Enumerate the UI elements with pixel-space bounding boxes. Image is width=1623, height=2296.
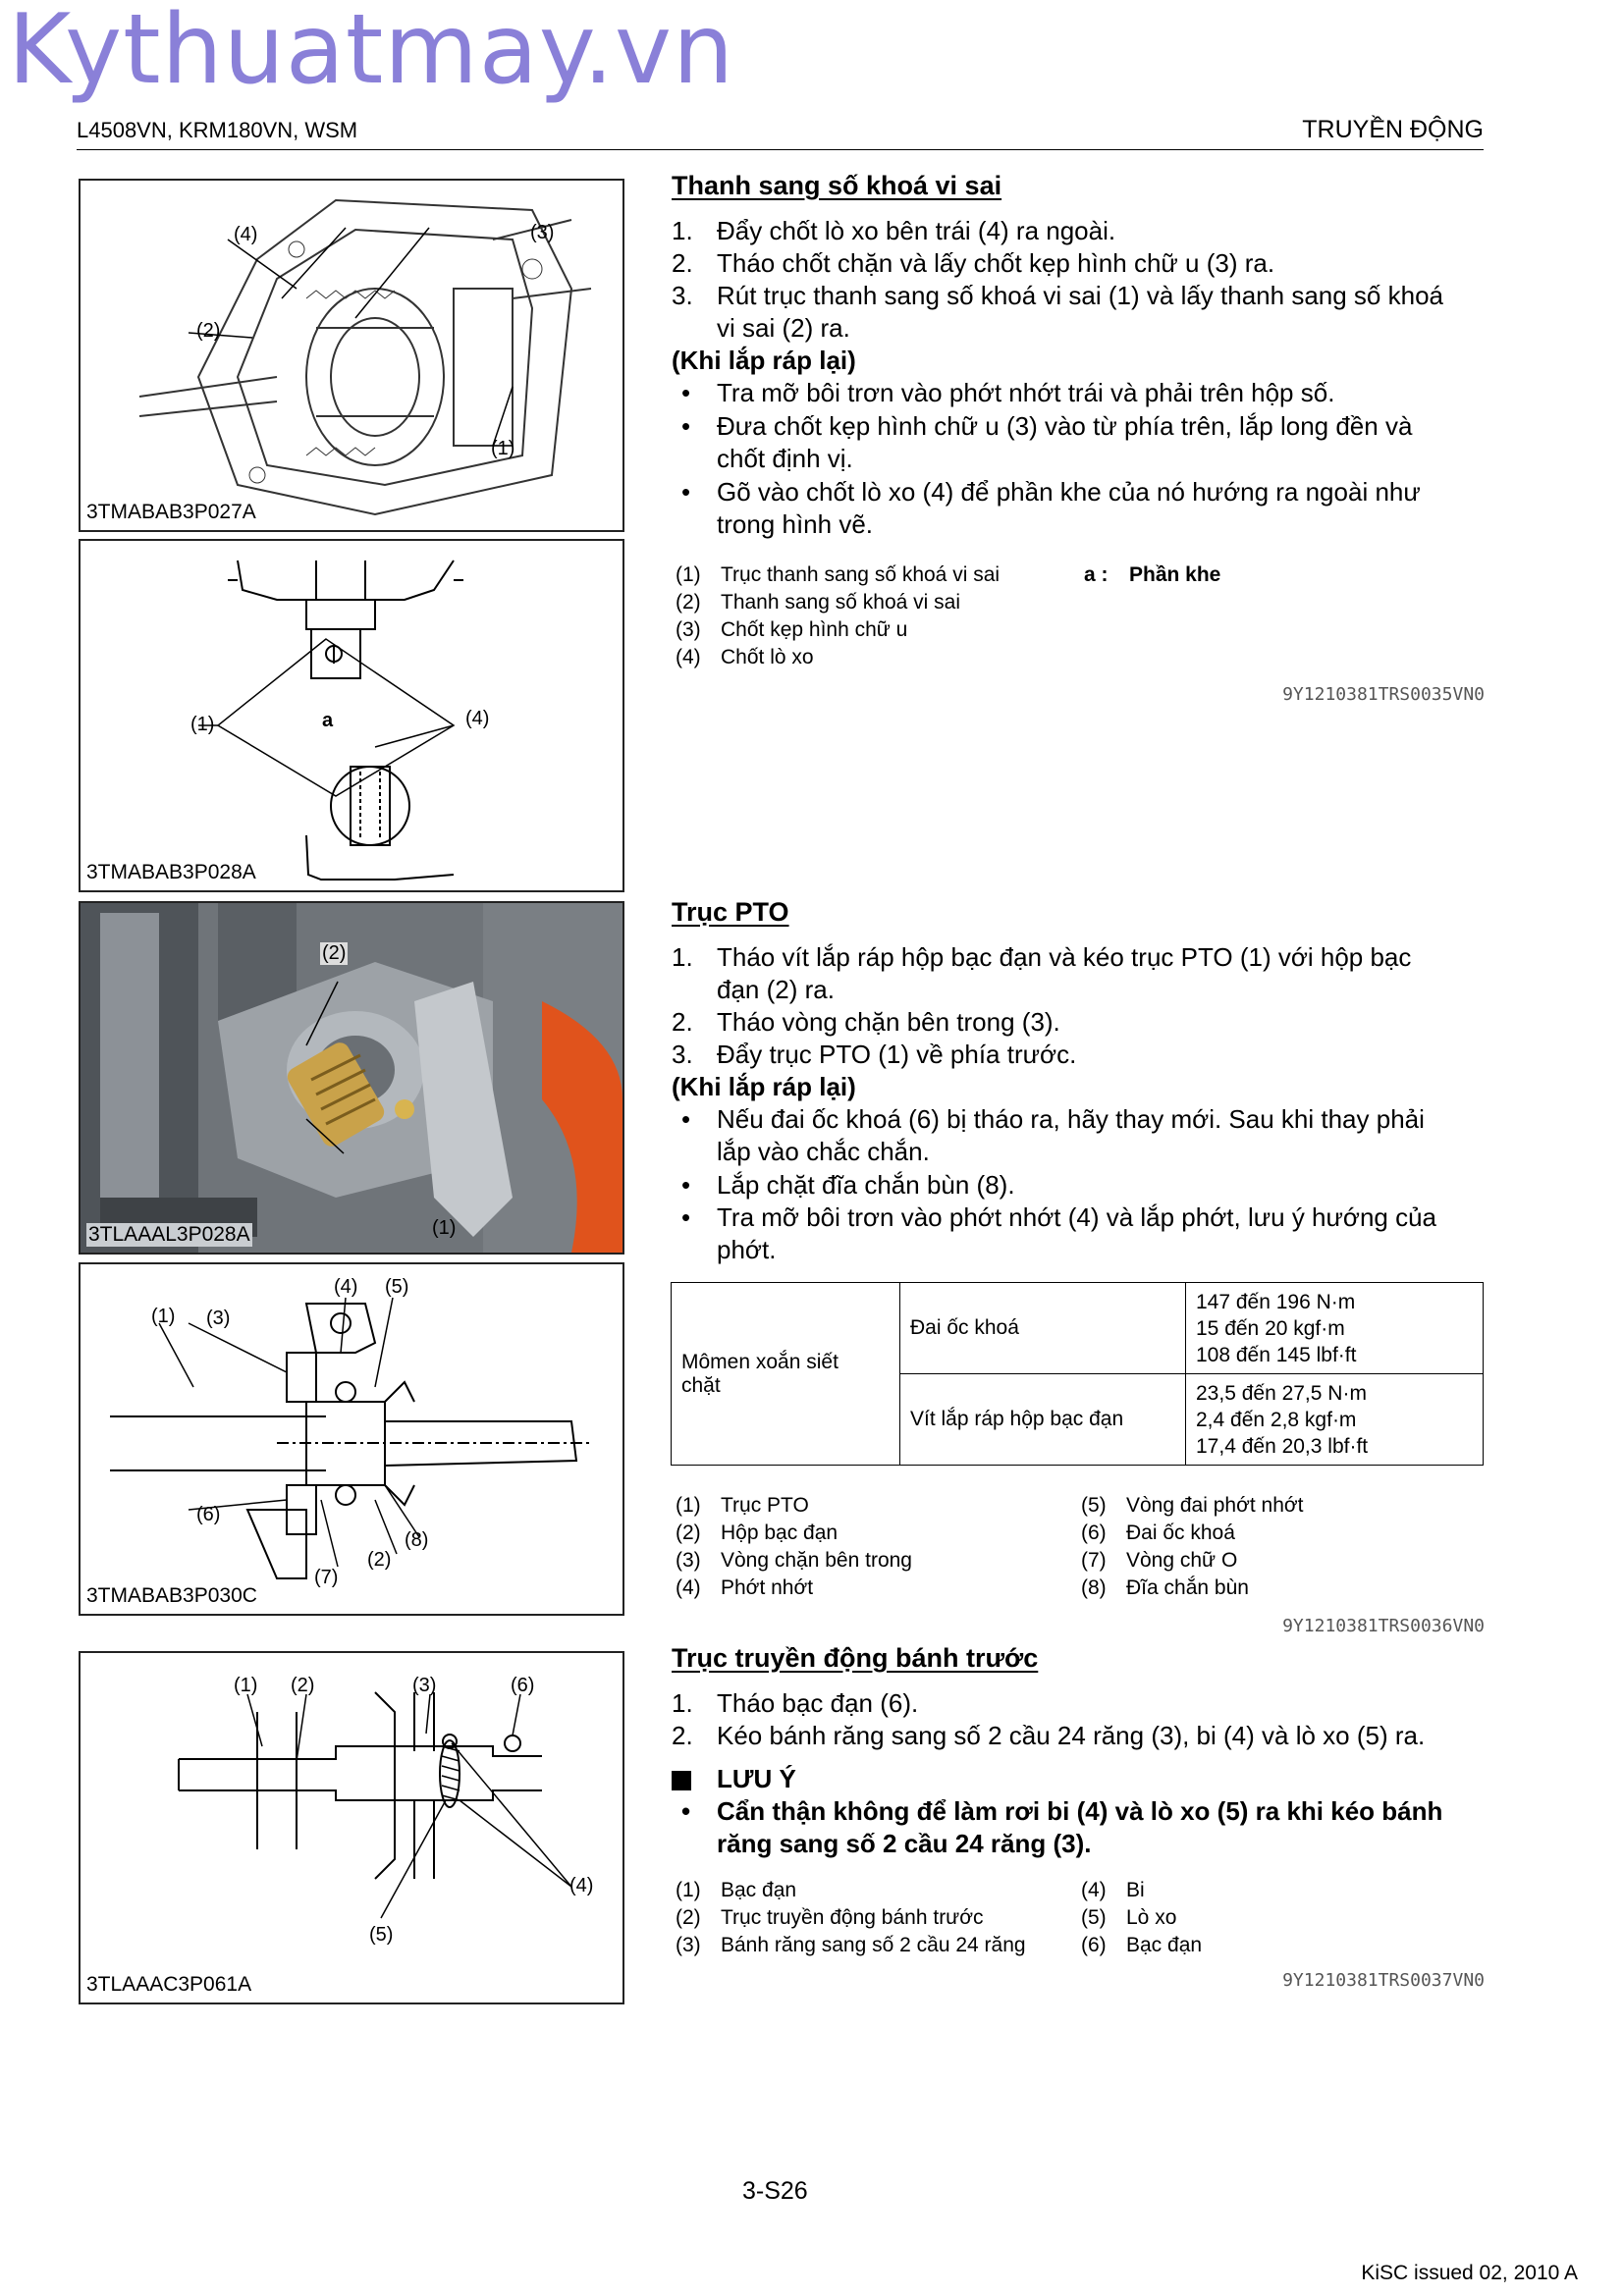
torque-value: 15 đến 20 kgf·m: [1196, 1316, 1345, 1340]
legend-label: Đĩa chắn bùn: [1126, 1576, 1249, 1599]
torque-value: 147 đến 196 N·m: [1196, 1290, 1356, 1313]
legend-label: Bi: [1126, 1879, 1145, 1901]
step-number: 2.: [672, 248, 693, 278]
legend-label: Bạc đạn: [721, 1879, 797, 1901]
note-title: LƯU Ý: [717, 1764, 796, 1793]
legend-label: Chốt kẹp hình chữ u: [721, 618, 908, 641]
legend-label: Trục truyền động bánh trước: [721, 1906, 984, 1929]
legend-label: Trục thanh sang số khoá vi sai: [721, 563, 1001, 586]
callout-6: (6): [196, 1504, 221, 1525]
callout-3: (3): [412, 1675, 437, 1696]
section-title-pto-shaft: Trục PTO: [672, 897, 789, 927]
step-text: vi sai (2) ra.: [717, 313, 850, 343]
callout-5: (5): [369, 1924, 394, 1946]
document-id: 9Y1210381TRS0035VN0: [1282, 684, 1485, 705]
bullet-dot: •: [681, 378, 691, 407]
callout-4: (4): [334, 1276, 358, 1298]
callout-2: (2): [291, 1675, 315, 1696]
callout-8: (8): [405, 1529, 429, 1551]
step-number: 1.: [672, 942, 693, 972]
reassembly-heading: (Khi lắp ráp lại): [672, 1072, 856, 1101]
legend-num: (4): [676, 1576, 701, 1599]
legend-label: Bạc đạn: [1126, 1934, 1203, 1956]
step-3: [672, 280, 1487, 345]
step-text: Rút trục thanh sang số khoá vi sai (1) và lấy thanh sang số khoá: [717, 281, 1443, 310]
callout-4: (4): [465, 708, 490, 729]
torque-table: [671, 1282, 1484, 1466]
reassembly-heading: (Khi lắp ráp lại): [672, 346, 856, 375]
step-text: Tháo vòng chặn bên trong (3).: [717, 1007, 1060, 1037]
figure-transmission-case: [79, 179, 624, 532]
torque-label: Mômen xoắn siết: [681, 1350, 839, 1373]
legend-num: (5): [1081, 1494, 1107, 1517]
figure-front-drive-shaft: [79, 1651, 624, 2004]
step-number: 2.: [672, 1007, 693, 1037]
figure-code: 3TLAAAC3P061A: [86, 1973, 252, 1996]
legend-num: (3): [676, 1934, 701, 1956]
bullet-text: trong hình vẽ.: [717, 509, 873, 539]
legend-label: Lò xo: [1126, 1906, 1177, 1929]
bullet-text: lắp vào chắc chắn.: [717, 1137, 930, 1166]
legend-num: (2): [676, 1906, 701, 1929]
step-number: 3.: [672, 281, 693, 310]
legend-label: Phớt nhớt: [721, 1576, 814, 1599]
legend-num: (4): [676, 646, 701, 668]
torque-label-cell: [672, 1283, 900, 1466]
document-id: 9Y1210381TRS0037VN0: [1282, 1970, 1485, 1991]
legend-label: Bánh răng sang số 2 cầu 24 răng: [721, 1934, 1026, 1956]
callout-1: (1): [234, 1675, 258, 1696]
step-text: Đẩy chốt lò xo bên trái (4) ra ngoài.: [717, 216, 1116, 245]
torque-value: 108 đến 145 lbf·ft: [1196, 1343, 1357, 1366]
header-left: L4508VN, KRM180VN, WSM: [77, 118, 358, 142]
legend-label: Vòng chặn bên trong: [721, 1549, 912, 1572]
torque-value: 17,4 đến 20,3 lbf·ft: [1196, 1434, 1369, 1458]
bullet-dot: •: [681, 1202, 691, 1232]
figure-pto-photo: [79, 901, 624, 1255]
legend-num: (1): [676, 1879, 701, 1901]
callout-1: (1): [151, 1306, 176, 1327]
document-id: 9Y1210381TRS0036VN0: [1282, 1616, 1485, 1636]
legend-num: (2): [676, 591, 701, 614]
bullet-dot: •: [681, 477, 691, 507]
bullet-dot: •: [681, 1104, 691, 1134]
header-rule: [77, 149, 1484, 150]
step-text: đạn (2) ra.: [717, 975, 835, 1004]
torque-values: [1186, 1283, 1484, 1374]
torque-value: 2,4 đến 2,8 kgf·m: [1196, 1408, 1357, 1431]
bullet-dot: •: [681, 1796, 691, 1826]
legend-num: (6): [1081, 1934, 1107, 1956]
callout-a: a: [322, 710, 334, 731]
legend-num: (7): [1081, 1549, 1107, 1572]
bullet-text: Nếu đai ốc khoá (6) bị tháo ra, hãy thay mới. Sau khi thay phải: [717, 1104, 1425, 1134]
figure-code: 3TMABAB3P030C: [86, 1584, 257, 1607]
note-text: Cẩn thận không để làm rơi bi (4) và lò xo (5) ra khi kéo bánh: [717, 1796, 1443, 1826]
step-number: 3.: [672, 1040, 693, 1069]
step-1: [672, 941, 1487, 1006]
figure-code: 3TMABAB3P027A: [86, 501, 256, 523]
torque-item: Đai ốc khoá: [900, 1283, 1186, 1374]
torque-row: [672, 1283, 1484, 1374]
step-number: 2.: [672, 1721, 693, 1750]
callout-3: (3): [206, 1308, 231, 1329]
note-square-icon: [672, 1771, 691, 1790]
callout-4: (4): [569, 1875, 594, 1896]
watermark: Kythuatmay.vn: [8, 0, 735, 106]
issue-info: KiSC issued 02, 2010 A: [1361, 2262, 1578, 2284]
legend-num: (1): [676, 1494, 701, 1517]
figure-code: 3TLAAAL3P028A: [88, 1223, 250, 1246]
bullet-text: chốt định vị.: [717, 444, 853, 473]
legend-num: (1): [676, 563, 701, 586]
torque-value: 23,5 đến 27,5 N·m: [1196, 1381, 1367, 1405]
legend-num: (3): [676, 1549, 701, 1572]
bullet-text: Gõ vào chốt lò xo (4) để phần khe của nó hướng ra ngoài như: [717, 477, 1421, 507]
step-text: Kéo bánh răng sang số 2 cầu 24 răng (3), bi (4) và lò xo (5) ra.: [717, 1721, 1426, 1750]
legend-num: (6): [1081, 1522, 1107, 1544]
step-text: Tháo bạc đạn (6).: [717, 1688, 919, 1718]
callout-5: (5): [385, 1276, 409, 1298]
bullet-dot: •: [681, 1170, 691, 1200]
legend-num: (2): [676, 1522, 701, 1544]
figure-pto-shaft-section: [79, 1262, 624, 1616]
header-right: TRUYỀN ĐỘNG: [1302, 116, 1484, 143]
callout-6: (6): [511, 1675, 535, 1696]
callout-3: (3): [530, 222, 555, 243]
step-text: Tháo vít lắp ráp hộp bạc đạn và kéo trục PTO (1) với hộp bạc: [717, 942, 1412, 972]
front-drive-shaft-drawing: [81, 1653, 622, 2002]
section-title-front-drive-shaft: Trục truyền động bánh trước: [672, 1643, 1039, 1673]
callout-7: (7): [314, 1567, 339, 1588]
legend-label: Phần khe: [1129, 563, 1221, 586]
figure-code: 3TMABAB3P028A: [86, 861, 256, 883]
legend-label: Chốt lò xo: [721, 646, 814, 668]
callout-2: (2): [322, 942, 347, 964]
legend-label: Thanh sang số khoá vi sai: [721, 591, 960, 614]
step-text: Tháo chốt chặn và lấy chốt kẹp hình chữ u (3) ra.: [717, 248, 1275, 278]
torque-label: chặt: [681, 1373, 721, 1397]
bullet-text: Tra mỡ bôi trơn vào phớt nhớt trái và phải trên hộp số.: [717, 378, 1335, 407]
pto-photo-illustration: [81, 903, 622, 1253]
page-number: 3-S26: [742, 2177, 808, 2205]
torque-values: [1186, 1374, 1484, 1466]
legend-label: Hộp bạc đạn: [721, 1522, 839, 1544]
spring-pin-drawing: [81, 541, 622, 890]
callout-2: (2): [196, 320, 221, 342]
section-title-diff-lock: Thanh sang số khoá vi sai: [672, 171, 1002, 200]
legend-num: (3): [676, 618, 701, 641]
figure-spring-pin-detail: [79, 539, 624, 892]
legend-label: Trục PTO: [721, 1494, 809, 1517]
legend-num: (5): [1081, 1906, 1107, 1929]
legend-num: (8): [1081, 1576, 1107, 1599]
bullet-text: Đưa chốt kẹp hình chữ u (3) vào từ phía trên, lắp long đền và: [717, 411, 1413, 441]
step-text: Đẩy trục PTO (1) về phía trước.: [717, 1040, 1077, 1069]
torque-item: Vít lắp ráp hộp bạc đạn: [900, 1374, 1186, 1466]
step-number: 1.: [672, 216, 693, 245]
legend-label: Đai ốc khoá: [1126, 1522, 1235, 1544]
bullet-text: phớt.: [717, 1235, 777, 1264]
legend-label: Vòng đai phớt nhớt: [1126, 1494, 1304, 1517]
callout-1: (1): [491, 438, 515, 459]
callout-1: (1): [432, 1217, 457, 1239]
legend-num: (4): [1081, 1879, 1107, 1901]
callout-4: (4): [234, 224, 258, 245]
step-number: 1.: [672, 1688, 693, 1718]
legend-key: a :: [1084, 563, 1109, 586]
note-text: răng sang số 2 cầu 24 răng (3).: [717, 1829, 1092, 1858]
callout-1: (1): [190, 714, 215, 735]
legend-label: Vòng chữ O: [1126, 1549, 1238, 1572]
bullet-text: Lắp chặt đĩa chắn bùn (8).: [717, 1170, 1015, 1200]
callout-2: (2): [367, 1549, 392, 1571]
bullet-text: Tra mỡ bôi trơn vào phớt nhớt (4) và lắp phớt, lưu ý hướng của: [717, 1202, 1437, 1232]
bullet-dot: •: [681, 411, 691, 441]
